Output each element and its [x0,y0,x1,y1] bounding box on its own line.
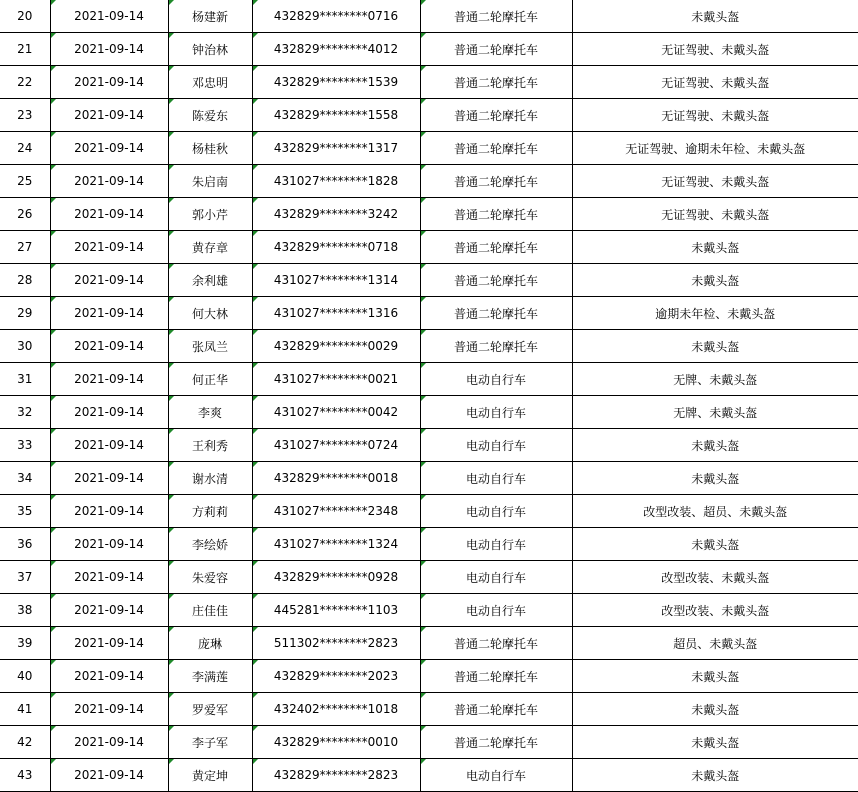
cell-id[interactable]: 432829********3242 [252,198,420,231]
table-row [0,198,858,231]
cell-no[interactable]: 42 [0,726,50,759]
cell-id[interactable]: 432829********0718 [252,231,420,264]
cell-violation[interactable]: 未戴头盔 [572,264,858,297]
cell-id[interactable]: 432829********4012 [252,33,420,66]
cell-violation[interactable]: 无牌、未戴头盔 [572,363,858,396]
cell-vehicle[interactable]: 普通二轮摩托车 [420,198,572,231]
cell-id[interactable]: 432829********2823 [252,759,420,792]
cell-date[interactable]: 2021-09-14 [50,693,168,726]
cell-violation[interactable]: 改型改装、超员、未戴头盔 [572,495,858,528]
cell-name[interactable]: 谢水清 [168,462,252,495]
cell-violation[interactable]: 未戴头盔 [572,330,858,363]
cell-date[interactable]: 2021-09-14 [50,627,168,660]
cell-vehicle[interactable]: 普通二轮摩托车 [420,693,572,726]
cell-violation[interactable]: 无证驾驶、未戴头盔 [572,66,858,99]
cell-id[interactable]: 432829********1317 [252,132,420,165]
cell-id[interactable]: 445281********1103 [252,594,420,627]
cell-name[interactable]: 黄定坤 [168,759,252,792]
cell-violation[interactable]: 超员、未戴头盔 [572,627,858,660]
cell-name[interactable]: 邓忠明 [168,66,252,99]
cell-name[interactable]: 朱爱容 [168,561,252,594]
table-row [0,429,858,462]
cell-name[interactable]: 李子军 [168,726,252,759]
table-row [0,264,858,297]
cell-no[interactable]: 34 [0,462,50,495]
cell-date[interactable]: 2021-09-14 [50,660,168,693]
table-row [0,363,858,396]
cell-no[interactable]: 27 [0,231,50,264]
cell-no[interactable]: 33 [0,429,50,462]
cell-vehicle[interactable]: 电动自行车 [420,561,572,594]
table-row [0,462,858,495]
cell-date[interactable]: 2021-09-14 [50,759,168,792]
table-row [0,0,858,33]
cell-vehicle[interactable]: 普通二轮摩托车 [420,132,572,165]
cell-violation[interactable]: 无证驾驶、未戴头盔 [572,198,858,231]
cell-id[interactable]: 431027********1324 [252,528,420,561]
cell-no[interactable]: 31 [0,363,50,396]
cell-date[interactable]: 2021-09-14 [50,33,168,66]
cell-id[interactable]: 431027********1828 [252,165,420,198]
cell-date[interactable]: 2021-09-14 [50,297,168,330]
cell-name[interactable]: 何正华 [168,363,252,396]
cell-date[interactable]: 2021-09-14 [50,528,168,561]
cell-violation[interactable]: 未戴头盔 [572,0,858,33]
table-row [0,231,858,264]
cell-id[interactable]: 511302********2823 [252,627,420,660]
cell-vehicle[interactable]: 电动自行车 [420,495,572,528]
cell-no[interactable]: 29 [0,297,50,330]
cell-id[interactable]: 432829********0018 [252,462,420,495]
cell-date[interactable]: 2021-09-14 [50,165,168,198]
cell-violation[interactable]: 未戴头盔 [572,462,858,495]
cell-vehicle[interactable]: 普通二轮摩托车 [420,165,572,198]
cell-no[interactable]: 41 [0,693,50,726]
cell-id[interactable]: 431027********1316 [252,297,420,330]
cell-date[interactable]: 2021-09-14 [50,231,168,264]
cell-date[interactable]: 2021-09-14 [50,363,168,396]
cell-date[interactable]: 2021-09-14 [50,396,168,429]
cell-violation[interactable]: 无证驾驶、未戴头盔 [572,165,858,198]
cell-date[interactable]: 2021-09-14 [50,429,168,462]
cell-name[interactable]: 杨桂秋 [168,132,252,165]
cell-violation[interactable]: 未戴头盔 [572,693,858,726]
table-row [0,627,858,660]
cell-id[interactable]: 432829********0029 [252,330,420,363]
cell-violation[interactable]: 无牌、未戴头盔 [572,396,858,429]
cell-vehicle[interactable]: 电动自行车 [420,363,572,396]
cell-date[interactable]: 2021-09-14 [50,0,168,33]
cell-no[interactable]: 43 [0,759,50,792]
cell-name[interactable]: 王利秀 [168,429,252,462]
table-row [0,33,858,66]
cell-id[interactable]: 432829********2023 [252,660,420,693]
cell-no[interactable]: 38 [0,594,50,627]
cell-vehicle[interactable]: 电动自行车 [420,594,572,627]
cell-id[interactable]: 431027********2348 [252,495,420,528]
table-row [0,759,858,792]
cell-violation[interactable]: 改型改装、未戴头盔 [572,594,858,627]
cell-no[interactable]: 28 [0,264,50,297]
cell-violation[interactable]: 未戴头盔 [572,429,858,462]
cell-no[interactable]: 40 [0,660,50,693]
table-row [0,99,858,132]
cell-vehicle[interactable]: 普通二轮摩托车 [420,264,572,297]
cell-name[interactable]: 方莉莉 [168,495,252,528]
cell-date[interactable]: 2021-09-14 [50,726,168,759]
table-row [0,660,858,693]
cell-date[interactable]: 2021-09-14 [50,264,168,297]
cell-vehicle[interactable]: 普通二轮摩托车 [420,660,572,693]
cell-vehicle[interactable]: 普通二轮摩托车 [420,99,572,132]
cell-name[interactable]: 庞琳 [168,627,252,660]
cell-date[interactable]: 2021-09-14 [50,495,168,528]
cell-violation[interactable]: 未戴头盔 [572,726,858,759]
cell-vehicle[interactable]: 普通二轮摩托车 [420,726,572,759]
cell-violation[interactable]: 未戴头盔 [572,759,858,792]
cell-vehicle[interactable]: 电动自行车 [420,759,572,792]
cell-id[interactable]: 431027********0042 [252,396,420,429]
cell-date[interactable]: 2021-09-14 [50,594,168,627]
cell-date[interactable]: 2021-09-14 [50,330,168,363]
cell-no[interactable]: 26 [0,198,50,231]
table-row [0,495,858,528]
cell-name[interactable]: 李爽 [168,396,252,429]
cell-vehicle[interactable]: 电动自行车 [420,528,572,561]
cell-date[interactable]: 2021-09-14 [50,99,168,132]
cell-id[interactable]: 431027********1314 [252,264,420,297]
cell-name[interactable]: 何大林 [168,297,252,330]
cell-id[interactable]: 432829********0010 [252,726,420,759]
cell-violation[interactable]: 未戴头盔 [572,528,858,561]
cell-violation[interactable]: 无证驾驶、未戴头盔 [572,99,858,132]
cell-no[interactable]: 32 [0,396,50,429]
cell-id[interactable]: 432402********1018 [252,693,420,726]
cell-name[interactable]: 庄佳佳 [168,594,252,627]
cell-no[interactable]: 37 [0,561,50,594]
cell-no[interactable]: 24 [0,132,50,165]
cell-date[interactable]: 2021-09-14 [50,132,168,165]
cell-vehicle[interactable]: 普通二轮摩托车 [420,33,572,66]
table-row [0,528,858,561]
cell-id[interactable]: 432829********0716 [252,0,420,33]
table-row [0,66,858,99]
table-row [0,561,858,594]
cell-no[interactable]: 30 [0,330,50,363]
cell-no[interactable]: 21 [0,33,50,66]
table-row [0,165,858,198]
cell-violation[interactable]: 无证驾驶、未戴头盔 [572,33,858,66]
cell-violation[interactable]: 无证驾驶、逾期未年检、未戴头盔 [572,132,858,165]
cell-no[interactable]: 25 [0,165,50,198]
table-row [0,726,858,759]
cell-name[interactable]: 余利雄 [168,264,252,297]
cell-id[interactable]: 432829********0928 [252,561,420,594]
cell-date[interactable]: 2021-09-14 [50,462,168,495]
cell-name[interactable]: 李绘娇 [168,528,252,561]
cell-violation[interactable]: 未戴头盔 [572,660,858,693]
cell-id[interactable]: 432829********1558 [252,99,420,132]
cell-vehicle[interactable]: 电动自行车 [420,396,572,429]
cell-name[interactable]: 黄存章 [168,231,252,264]
cell-date[interactable]: 2021-09-14 [50,561,168,594]
cell-no[interactable]: 22 [0,66,50,99]
table-row [0,297,858,330]
cell-date[interactable]: 2021-09-14 [50,198,168,231]
cell-no[interactable]: 36 [0,528,50,561]
cell-no[interactable]: 23 [0,99,50,132]
cell-vehicle[interactable]: 普通二轮摩托车 [420,66,572,99]
table-row [0,594,858,627]
cell-name[interactable]: 罗爱军 [168,693,252,726]
cell-vehicle[interactable]: 电动自行车 [420,462,572,495]
table-row [0,693,858,726]
cell-vehicle[interactable]: 普通二轮摩托车 [420,231,572,264]
cell-date[interactable]: 2021-09-14 [50,66,168,99]
table-row [0,132,858,165]
table-row [0,330,858,363]
cell-name[interactable]: 李满莲 [168,660,252,693]
cell-vehicle[interactable]: 电动自行车 [420,429,572,462]
cell-vehicle[interactable]: 普通二轮摩托车 [420,627,572,660]
table-row [0,396,858,429]
cell-vehicle[interactable]: 普通二轮摩托车 [420,330,572,363]
cell-no[interactable]: 20 [0,0,50,33]
cell-violation[interactable]: 未戴头盔 [572,231,858,264]
cell-id[interactable]: 431027********0021 [252,363,420,396]
cell-name[interactable]: 钟治林 [168,33,252,66]
cell-name[interactable]: 郭小芹 [168,198,252,231]
cell-id[interactable]: 432829********1539 [252,66,420,99]
cell-name[interactable]: 朱启南 [168,165,252,198]
cell-violation[interactable]: 逾期未年检、未戴头盔 [572,297,858,330]
cell-name[interactable]: 杨建新 [168,0,252,33]
cell-no[interactable]: 39 [0,627,50,660]
cell-id[interactable]: 431027********0724 [252,429,420,462]
cell-vehicle[interactable]: 普通二轮摩托车 [420,0,572,33]
cell-name[interactable]: 陈爱东 [168,99,252,132]
cell-no[interactable]: 35 [0,495,50,528]
cell-vehicle[interactable]: 普通二轮摩托车 [420,297,572,330]
cell-violation[interactable]: 改型改装、未戴头盔 [572,561,858,594]
cell-name[interactable]: 张凤兰 [168,330,252,363]
